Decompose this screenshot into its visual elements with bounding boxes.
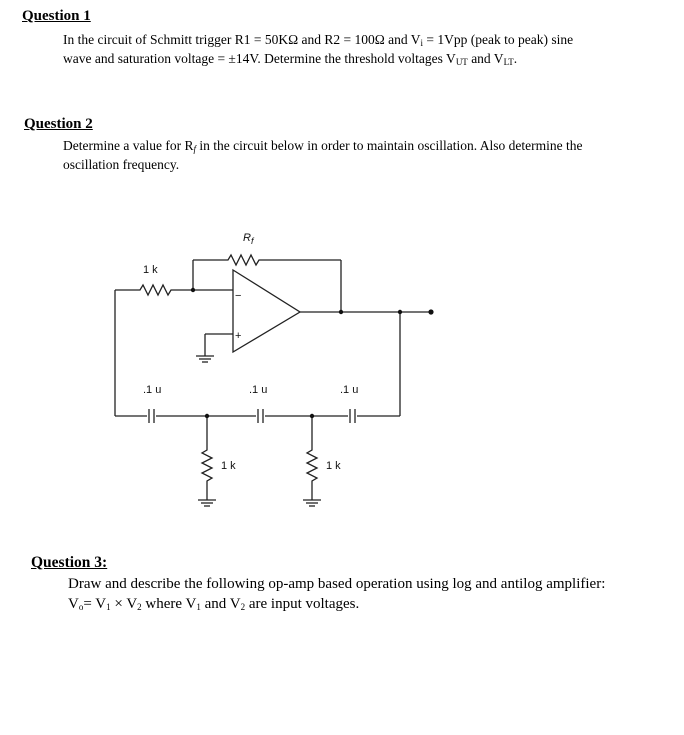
c2-label: .1 u [249, 384, 268, 396]
question-1-text: In the circuit of Schmitt trigger R1 = 50KΩ and R2 = 100Ω and $V_i = 1Vpp$ (peak to peak) sine wave and saturation voltage = ±14V. Determine the threshold voltages $V_{UT}$ and $V_{LT}$. [63, 32, 574, 67]
r-top-resistor [115, 285, 193, 295]
r-top-label: 1 k [143, 264, 158, 276]
rf-resistor [193, 255, 341, 265]
output-terminal [428, 309, 433, 314]
phase-shift-oscillator-circuit [100, 210, 450, 520]
c3-label: .1 u [340, 384, 359, 396]
r1-label: 1 k [221, 460, 236, 472]
c1-label: .1 u [143, 384, 162, 396]
inverting-sign: − [235, 290, 242, 302]
question-3-heading: Question 3: [31, 554, 108, 571]
rf-label: $R_f$ [243, 232, 254, 246]
question-1-heading: Question 1 [22, 8, 91, 24]
question-2-text: Determine a value for $R_f$ in the circuit below in order to maintain oscillation. Also determine the oscillation frequency. [63, 138, 583, 172]
question-2-heading: Question 2 [24, 116, 93, 132]
shunt-resistor-2 [307, 416, 317, 500]
shunt-resistor-1 [202, 416, 212, 500]
non-inverting-sign: + [235, 330, 242, 342]
r2-label: 1 k [326, 460, 341, 472]
question-3-text: Draw and describe the following op-amp based operation using log and antilog amplifier: $V_o= V_1 \times V_2$ where $V_1$ and $V_2$ are input voltages. [68, 576, 606, 612]
op-amp-triangle [233, 270, 300, 352]
